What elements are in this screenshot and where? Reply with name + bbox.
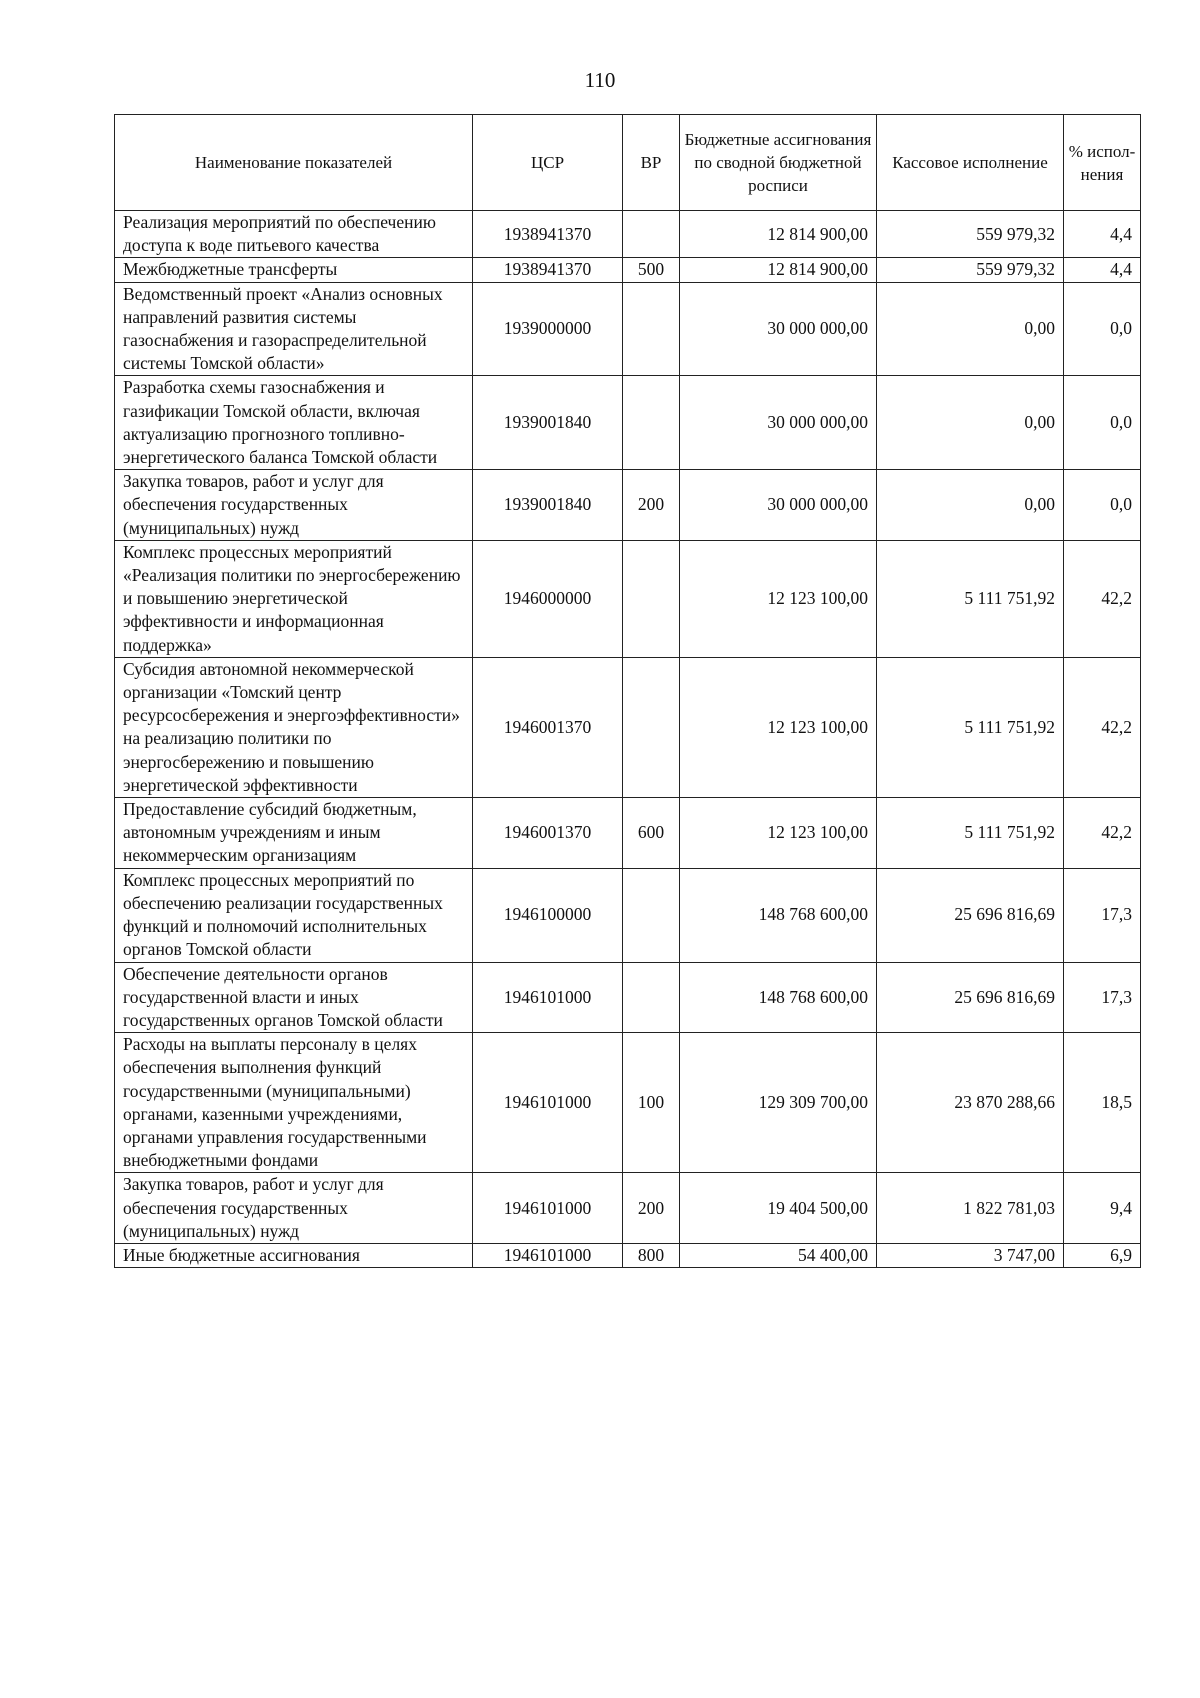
row-csr: 1938941370: [473, 211, 623, 258]
row-name: Закупка товаров, работ и услуг для обеспечения государственных (муниципальных) нужд: [115, 470, 473, 541]
row-name: Реализация мероприятий по обеспечению доступа к воде питьевого качества: [115, 211, 473, 258]
table-row: [115, 657, 1141, 797]
row-csr: 1946001370: [473, 657, 623, 797]
row-cash: 0,00: [877, 282, 1064, 376]
row-cash: 5 111 751,92: [877, 540, 1064, 657]
row-cash: 5 111 751,92: [877, 657, 1064, 797]
row-cash: 1 822 781,03: [877, 1173, 1064, 1244]
row-vr: 600: [623, 798, 680, 869]
row-csr: 1946101000: [473, 1033, 623, 1173]
row-csr: 1938941370: [473, 258, 623, 282]
row-cash: 559 979,32: [877, 211, 1064, 258]
row-cash: 5 111 751,92: [877, 798, 1064, 869]
row-pct: 18,5: [1064, 1033, 1141, 1173]
table-row: [115, 282, 1141, 376]
row-pct: 6,9: [1064, 1243, 1141, 1267]
row-vr: 800: [623, 1243, 680, 1267]
row-name: Предоставление субсидий бюджетным, автономным учреждениям и иным некоммерческим организациям: [115, 798, 473, 869]
row-budget: 148 768 600,00: [680, 962, 877, 1033]
row-name: Иные бюджетные ассигнования: [115, 1243, 473, 1267]
row-csr: 1946001370: [473, 798, 623, 869]
row-cash: 3 747,00: [877, 1243, 1064, 1267]
row-name: Обеспечение деятельности органов государственной власти и иных государственных органов Томской области: [115, 962, 473, 1033]
row-budget: 30 000 000,00: [680, 376, 877, 470]
row-cash: 0,00: [877, 470, 1064, 541]
row-pct: 42,2: [1064, 798, 1141, 869]
row-cash: 0,00: [877, 376, 1064, 470]
row-vr: 500: [623, 258, 680, 282]
row-vr: [623, 540, 680, 657]
row-pct: 17,3: [1064, 868, 1141, 962]
row-pct: 42,2: [1064, 657, 1141, 797]
page-number: 110: [584, 68, 616, 92]
row-csr: 1946000000: [473, 540, 623, 657]
row-name: Ведомственный проект «Анализ основных направлений развития системы газоснабжения и газораспределительной системы Томской области»: [115, 282, 473, 376]
row-pct: 17,3: [1064, 962, 1141, 1033]
row-pct: 4,4: [1064, 258, 1141, 282]
row-vr: [623, 282, 680, 376]
row-name: Расходы на выплаты персоналу в целях обеспечения выполнения функций государственными (муниципальными) органами, казенными учреждениями, органами управления государственными внебюджетными фондами: [115, 1033, 473, 1173]
row-budget: 54 400,00: [680, 1243, 877, 1267]
budget-execution-table: [114, 114, 1141, 1268]
row-vr: 100: [623, 1033, 680, 1173]
row-csr: 1946101000: [473, 962, 623, 1033]
row-pct: 0,0: [1064, 376, 1141, 470]
row-vr: [623, 657, 680, 797]
row-budget: 129 309 700,00: [680, 1033, 877, 1173]
table-row: [115, 798, 1141, 869]
table-row: [115, 211, 1141, 258]
row-csr: 1939000000: [473, 282, 623, 376]
table-row: [115, 1033, 1141, 1173]
row-csr: 1946101000: [473, 1173, 623, 1244]
header-pct: % испол-нения: [1064, 115, 1141, 211]
table-row: [115, 470, 1141, 541]
header-vr: ВР: [623, 115, 680, 211]
row-vr: [623, 211, 680, 258]
row-pct: 0,0: [1064, 282, 1141, 376]
header-budget: Бюджетные ассигнования по сводной бюджетной росписи: [680, 115, 877, 211]
row-name: Комплекс процессных мероприятий по обеспечению реализации государственных функций и полномочий исполнительных органов Томской области: [115, 868, 473, 962]
header-name: Наименование показателей: [115, 115, 473, 211]
header-csr: ЦСР: [473, 115, 623, 211]
row-csr: 1946101000: [473, 1243, 623, 1267]
row-name: Разработка схемы газоснабжения и газификации Томской области, включая актуализацию прогнозного топливно-энергетического баланса Томской области: [115, 376, 473, 470]
row-name: Закупка товаров, работ и услуг для обеспечения государственных (муниципальных) нужд: [115, 1173, 473, 1244]
row-budget: 12 814 900,00: [680, 211, 877, 258]
table-row: [115, 962, 1141, 1033]
row-budget: 30 000 000,00: [680, 470, 877, 541]
row-vr: [623, 868, 680, 962]
row-csr: 1939001840: [473, 376, 623, 470]
table-row: [115, 540, 1141, 657]
row-pct: 4,4: [1064, 211, 1141, 258]
table-row: [115, 376, 1141, 470]
row-vr: [623, 962, 680, 1033]
row-cash: 23 870 288,66: [877, 1033, 1064, 1173]
row-csr: 1946100000: [473, 868, 623, 962]
row-vr: [623, 376, 680, 470]
row-vr: 200: [623, 470, 680, 541]
row-cash: 25 696 816,69: [877, 962, 1064, 1033]
row-budget: 12 123 100,00: [680, 798, 877, 869]
row-pct: 42,2: [1064, 540, 1141, 657]
row-vr: 200: [623, 1173, 680, 1244]
row-cash: 559 979,32: [877, 258, 1064, 282]
row-name: Комплекс процессных мероприятий «Реализация политики по энергосбережению и повышению энергетической эффективности и информационная поддержка»: [115, 540, 473, 657]
row-budget: 12 123 100,00: [680, 540, 877, 657]
row-budget: 19 404 500,00: [680, 1173, 877, 1244]
row-name: Межбюджетные трансферты: [115, 258, 473, 282]
row-name: Субсидия автономной некоммерческой организации «Томский центр ресурсосбережения и энергоэффективности» на реализацию политики по энергосбережению и повышению энергетической эффективности: [115, 657, 473, 797]
row-budget: 12 123 100,00: [680, 657, 877, 797]
table-row: [115, 1243, 1141, 1267]
row-budget: 30 000 000,00: [680, 282, 877, 376]
table-row: [115, 1173, 1141, 1244]
table-row: [115, 258, 1141, 282]
table-row: [115, 868, 1141, 962]
header-cash: Кассовое исполнение: [877, 115, 1064, 211]
row-pct: 0,0: [1064, 470, 1141, 541]
row-cash: 25 696 816,69: [877, 868, 1064, 962]
table-header-row: [115, 115, 1141, 211]
row-pct: 9,4: [1064, 1173, 1141, 1244]
row-csr: 1939001840: [473, 470, 623, 541]
row-budget: 12 814 900,00: [680, 258, 877, 282]
row-budget: 148 768 600,00: [680, 868, 877, 962]
